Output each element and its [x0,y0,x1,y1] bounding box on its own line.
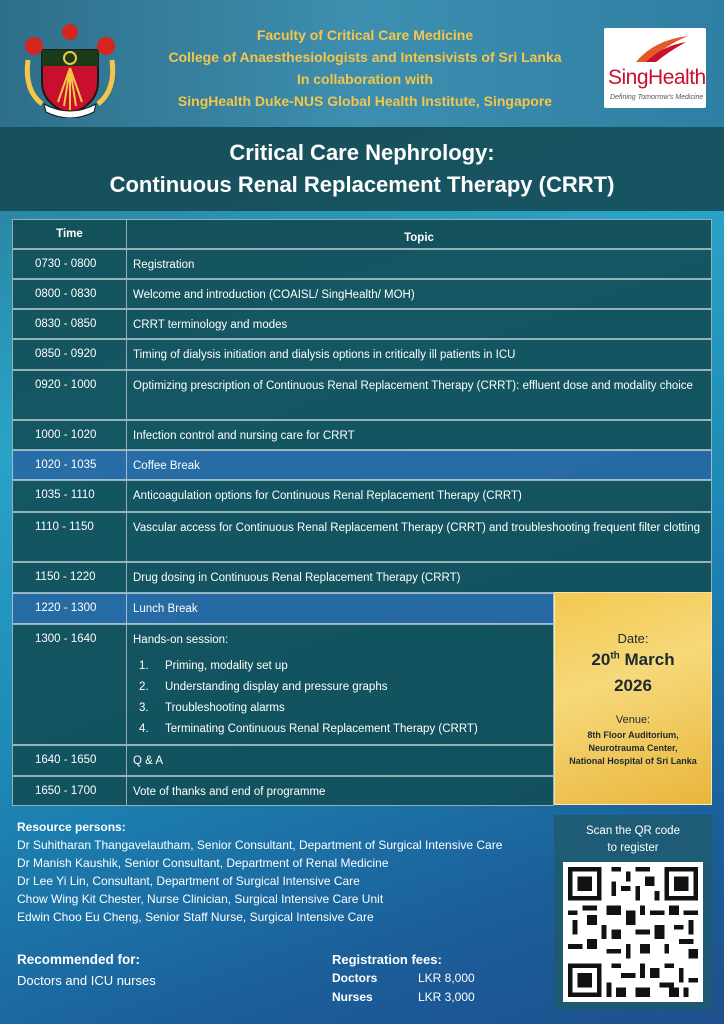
venue-address: 8th Floor Auditorium, Neurotrauma Center, National Hospital of Sri Lanka [569,730,697,766]
recommended-heading: Recommended for: [17,952,141,967]
row-topic: Infection control and nursing care for CRRT [133,430,355,442]
college-name: College of Anaesthesiologists and Intensivists of Sri Lanka [168,49,562,65]
list-item: Dr Lee Yi Lin, Consultant, Department of Surgical Intensive Care [17,874,360,888]
title-line-1: Critical Care Nephrology: [229,140,495,165]
faculty-name: Faculty of Critical Care Medicine [256,27,474,43]
list-item: 4. Terminating Continuous Renal Replacement Therapy (CRRT) [139,723,478,735]
collaboration-label: In collaboration with [296,71,434,87]
table-row [12,309,712,339]
row-time: 0730 - 0800 [13,250,127,278]
row-time: 0850 - 0920 [13,340,127,369]
hands-on-row [12,624,554,745]
list-item: Edwin Choo Eu Cheng, Senior Staff Nurse, Surgical Intensive Care [17,910,374,924]
row-topic: Registration [133,259,195,271]
row-topic [127,622,553,744]
recommended-audience: Doctors and ICU nurses [17,973,156,988]
row-time: 1150 - 1220 [13,563,127,592]
row-time: 1035 - 1110 [13,481,127,511]
singhealth-tagline: Defining Tomorrow's Medicine [610,94,704,101]
row-time: 1020 - 1035 [13,451,127,479]
fee-row-nurses: Nurses LKR 3,000 [332,990,475,1004]
list-item: Dr Manish Kaushik, Senior Consultant, Department of Renal Medicine [17,856,389,870]
header-banner [0,0,724,127]
hands-on-title: Hands-on session: [133,634,229,646]
partner-name: SingHealth Duke-NUS Global Health Institute, Singapore [177,93,553,109]
event-year: 2026 [614,676,652,695]
date-venue-box [554,592,712,805]
table-row [12,279,712,309]
row-time: 1640 - 1650 [13,746,127,775]
column-header-topic: Topic [404,232,434,244]
table-row [12,339,712,370]
organizer-heading [130,24,600,112]
list-item: 1. Priming, modality set up [139,660,288,672]
fee-row-doctors: Doctors LKR 8,000 [332,971,475,985]
table-row [12,480,712,512]
row-topic: Coffee Break [133,460,200,472]
table-row [12,420,712,450]
row-time: 1000 - 1020 [13,421,127,449]
row-time: 0800 - 0830 [13,280,127,308]
table-row [12,249,712,279]
venue-label: Venue: [615,714,651,726]
list-item: Chow Wing Kit Chester, Nurse Clinician, Surgical Intensive Care Unit [17,892,384,906]
column-header-time: Time [13,220,127,248]
singhealth-logo [604,28,706,108]
qr-instructions: Scan the QR code to register [586,825,680,854]
table-header-row [12,219,712,249]
title-band [0,127,724,211]
singhealth-wordmark: SingHealth [608,66,706,89]
row-topic: Vote of thanks and end of programme [133,786,326,798]
row-time: 0920 - 1000 [13,371,127,419]
hands-on-list [133,656,545,740]
row-time: 0830 - 0850 [13,310,127,338]
coffee-break-row [12,450,712,480]
row-time: 1220 - 1300 [13,594,127,623]
event-title [0,127,724,201]
table-row [12,745,554,776]
list-item: 3. Troubleshooting alarms [139,702,285,714]
row-topic: Lunch Break [133,603,198,615]
qr-register-box [554,815,712,1010]
table-row [12,776,554,806]
fees-heading: Registration fees: [332,952,442,967]
row-topic: Q & A [133,755,164,767]
list-item: 2. Understanding display and pressure graphs [139,681,388,693]
row-topic: Timing of dialysis initiation and dialysis options in critically ill patients in ICU [133,349,516,361]
college-crest-logo [20,20,120,118]
row-topic: Anticoagulation options for Continuous Renal Replacement Therapy (CRRT) [133,490,522,502]
recommended-for [17,949,156,991]
row-time: 1110 - 1150 [13,513,127,561]
event-date: 20th March [591,650,675,669]
row-time: 1300 - 1640 [13,625,127,744]
qr-code-icon[interactable] [563,862,703,1002]
singhealth-swoosh-icon [634,34,690,64]
table-row [12,562,712,593]
date-label: Date: [617,631,649,646]
row-topic: Optimizing prescription of Continuous Renal Replacement Therapy (CRRT): effluent dose and modality choice [133,380,693,392]
registration-fees [332,950,475,1007]
table-row [12,370,712,420]
row-topic: CRRT terminology and modes [133,319,288,331]
lunch-break-row [12,593,554,624]
row-topic: Welcome and introduction (COAISL/ SingHealth/ MOH) [133,289,415,301]
resource-persons-heading: Resource persons: [17,820,126,834]
row-topic: Vascular access for Continuous Renal Replacement Therapy (CRRT) and troubleshooting frequent filter clotting [133,522,700,534]
list-item: Dr Suhitharan Thangavelautham, Senior Consultant, Department of Surgical Intensive Care [17,838,503,852]
table-row [12,512,712,562]
row-time: 1650 - 1700 [13,777,127,805]
title-line-2: Continuous Renal Replacement Therapy (CRRT) [109,172,615,197]
row-topic: Drug dosing in Continuous Renal Replacement Therapy (CRRT) [133,572,461,584]
resource-persons [17,818,547,926]
